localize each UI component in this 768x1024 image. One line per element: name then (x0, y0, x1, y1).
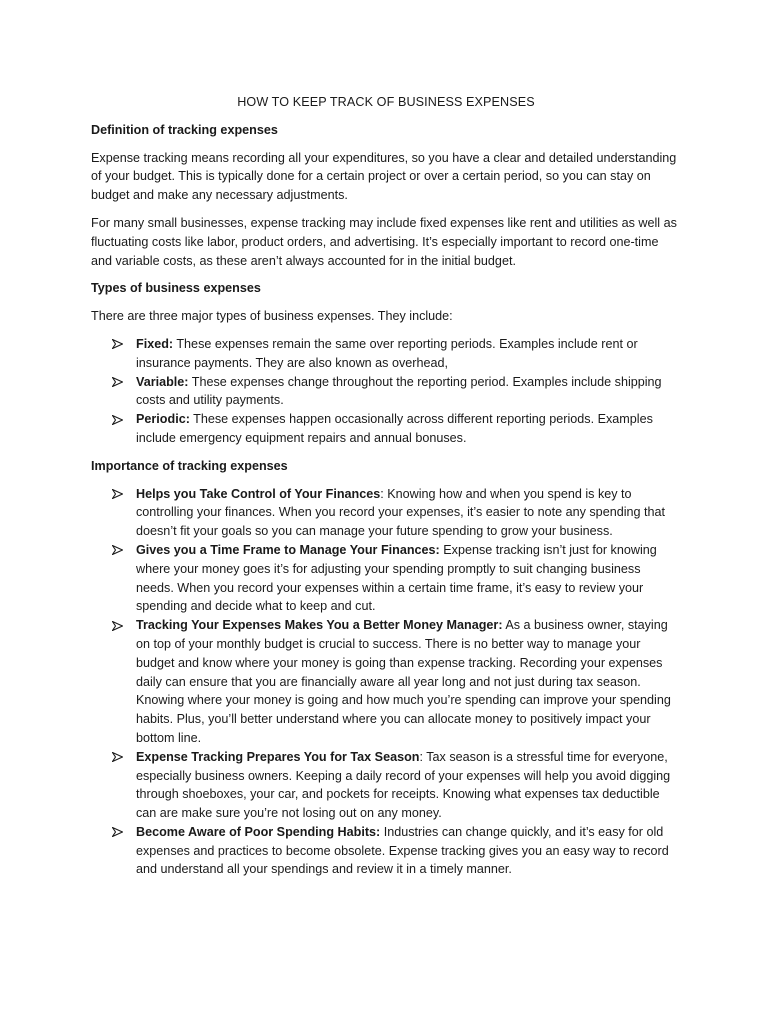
section-heading-definition: Definition of tracking expenses (91, 122, 278, 137)
arrowhead-bullet-icon (112, 485, 126, 504)
list-item-term: Tracking Your Expenses Makes You a Better Money Manager: (136, 618, 503, 633)
document-page (91, 93, 681, 888)
list-item-term: Helps you Take Control of Your Finances (136, 486, 381, 501)
list-item-text: These expenses change throughout the reporting period. Examples include shipping costs and utility payments. (136, 374, 662, 408)
list-item-text: These expenses happen occasionally across different reporting periods. Examples include emergency equipment repairs and annual bonuses. (136, 412, 653, 445)
arrowhead-bullet-icon (112, 616, 126, 635)
paragraph: There are three major types of business expenses. They include: (91, 309, 453, 324)
list-item (91, 335, 681, 373)
list-item-term: Periodic: (136, 412, 190, 427)
list-item-text: As a business owner, staying on top of your monthly budget is crucial to success. There is no better way to manage your budget and know where your money is going than expense tracking. Recording your expenses daily can ensure that you are financially aware all year long and not just during tax season. Knowing where your money is going and how much you’re spending can improve your spending habits. Plus, you’ll better understand where you can allocate money to positively impact your bottom line. (136, 618, 671, 745)
list-item-text: These expenses remain the same over reporting periods. Examples include rent or insurance payments. They are also known as overhead, (136, 336, 638, 370)
list-item-term: Expense Tracking Prepares You for Tax Season (136, 749, 420, 764)
list-item (91, 748, 681, 823)
section-heading-importance: Importance of tracking expenses (91, 458, 288, 473)
list-item (91, 410, 681, 448)
list-item-text: : Tax season is a stressful time for everyone, especially business owners. Keeping a daily record of your expenses will help you avoid digging through shoeboxes, your car, and pockets for receipts. Knowing what expenses tax deductible can are make sure you’re not losing out on any money. (136, 749, 671, 821)
arrowhead-bullet-icon (112, 823, 126, 842)
list-item (91, 616, 681, 748)
list-item-text: Industries can change quickly, and it’s easy for old expenses and practices to become obsolete. Expense tracking gives you an easy way to record and understand all your spendings and review it in a timely manner. (136, 824, 669, 877)
expense-types-list (91, 335, 681, 448)
list-item (91, 373, 681, 411)
paragraph: For many small businesses, expense tracking may include fixed expenses like rent and utilities as well as fluctuating costs like labor, product orders, and advertising. It’s especially important to record one-time and variable costs, as these aren’t always accounted for in the initial budget. (91, 215, 677, 268)
list-item (91, 485, 681, 541)
arrowhead-bullet-icon (112, 410, 126, 429)
section-heading-types: Types of business expenses (91, 281, 261, 296)
arrowhead-bullet-icon (112, 748, 126, 767)
list-item-text: : Knowing how and when you spend is key to controlling your finances. When you record your expenses, it’s easier to note any spending that doesn’t fit your goals so you can manage your future spending to grow your business. (136, 486, 666, 539)
arrowhead-bullet-icon (112, 373, 126, 392)
paragraph: Expense tracking means recording all your expenditures, so you have a clear and detailed understanding of your budget. This is typically done for a certain project or over a certain period, so you can stay on budget and make any necessary adjustments. (91, 150, 677, 203)
arrowhead-bullet-icon (112, 335, 126, 354)
list-item (91, 541, 681, 616)
list-item-term: Variable: (136, 374, 189, 389)
importance-list (91, 485, 681, 880)
list-item (91, 823, 681, 879)
document-title: HOW TO KEEP TRACK OF BUSINESS EXPENSES (237, 95, 535, 109)
list-item-term: Gives you a Time Frame to Manage Your Finances: (136, 542, 440, 557)
list-item-text: Expense tracking isn’t just for knowing where your money goes it’s for adjusting your spending promptly to suit changing business needs. When you record your expenses within a certain time frame, it’s easy to review your spending and decide what to keep and cut. (136, 542, 657, 614)
list-item-term: Become Aware of Poor Spending Habits: (136, 824, 381, 839)
list-item-term: Fixed: (136, 336, 174, 351)
arrowhead-bullet-icon (112, 541, 126, 560)
